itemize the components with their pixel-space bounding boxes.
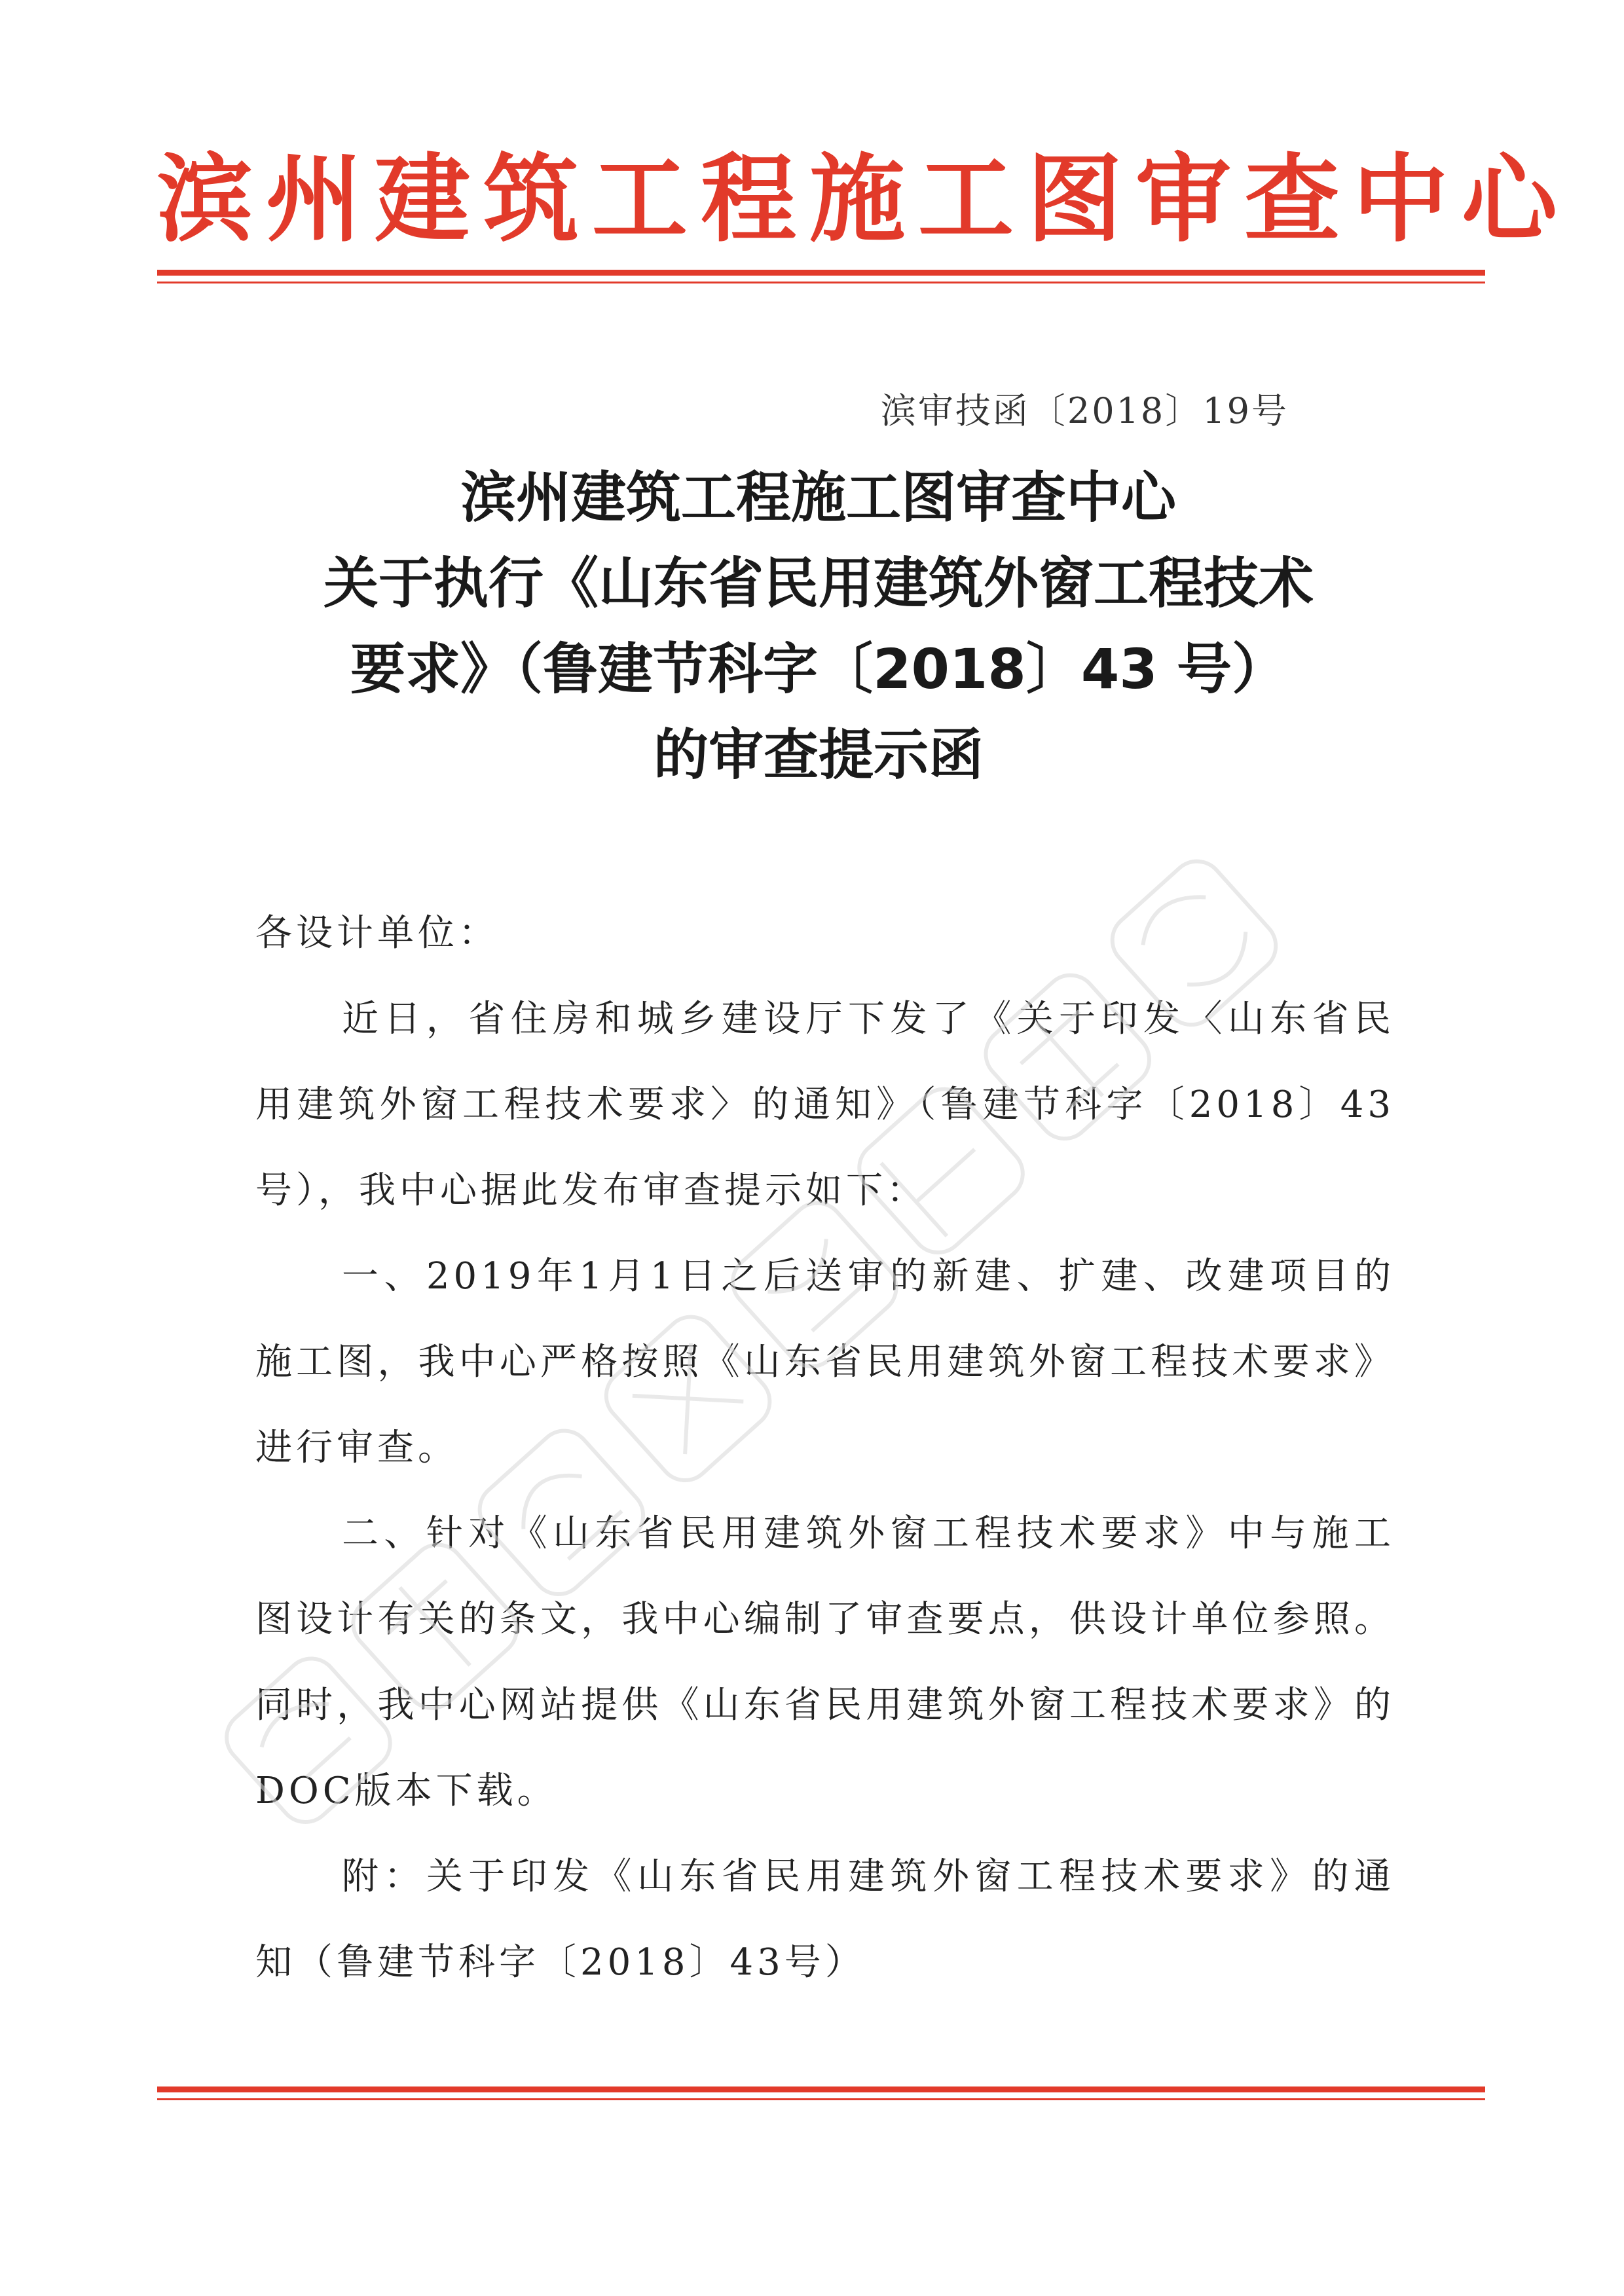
letterhead-title: 滨州建筑工程施工图审查中心 — [157, 143, 1570, 255]
document-body — [255, 890, 1395, 2005]
paragraph-3: 二、针对《山东省民用建筑外窗工程技术要求》中与施工图设计有关的条文，我中心编制了审查要点，供设计单位参照。同时，我中心网站提供《山东省民用建筑外窗工程技术要求》的DOC版本下载。 — [255, 1512, 1395, 1812]
document-number: 滨审技函〔2018〕19号 — [880, 390, 1289, 431]
paragraph-2: 一、2019年1月1日之后送审的新建、扩建、改建项目的施工图，我中心严格按照《山东省民用建筑外窗工程技术要求》进行审查。 — [255, 1255, 1395, 1469]
title-line-2: 关于执行《山东省民用建筑外窗工程技术 — [323, 551, 1314, 615]
title-line-4: 的审查提示函 — [653, 723, 984, 787]
salutation: 各设计单位： — [255, 912, 499, 955]
title-line-3: 要求》（鲁建节科字〔2018〕43 号） — [350, 637, 1287, 701]
paragraph-1: 近日，省住房和城乡建设厅下发了《关于印发〈山东省民用建筑外窗工程技术要求〉的通知》（鲁建节科字〔2018〕43号），我中心据此发布审查提示如下： — [255, 998, 1395, 1212]
attachment-note: 附：关于印发《山东省民用建筑外窗工程技术要求》的通知（鲁建节科字〔2018〕43号） — [255, 1855, 1395, 1984]
title-line-1: 滨州建筑工程施工图审查中心 — [460, 465, 1176, 530]
letterhead-red-rule — [157, 270, 1485, 283]
footer-red-rule — [157, 2086, 1485, 2100]
document-title — [157, 455, 1480, 798]
